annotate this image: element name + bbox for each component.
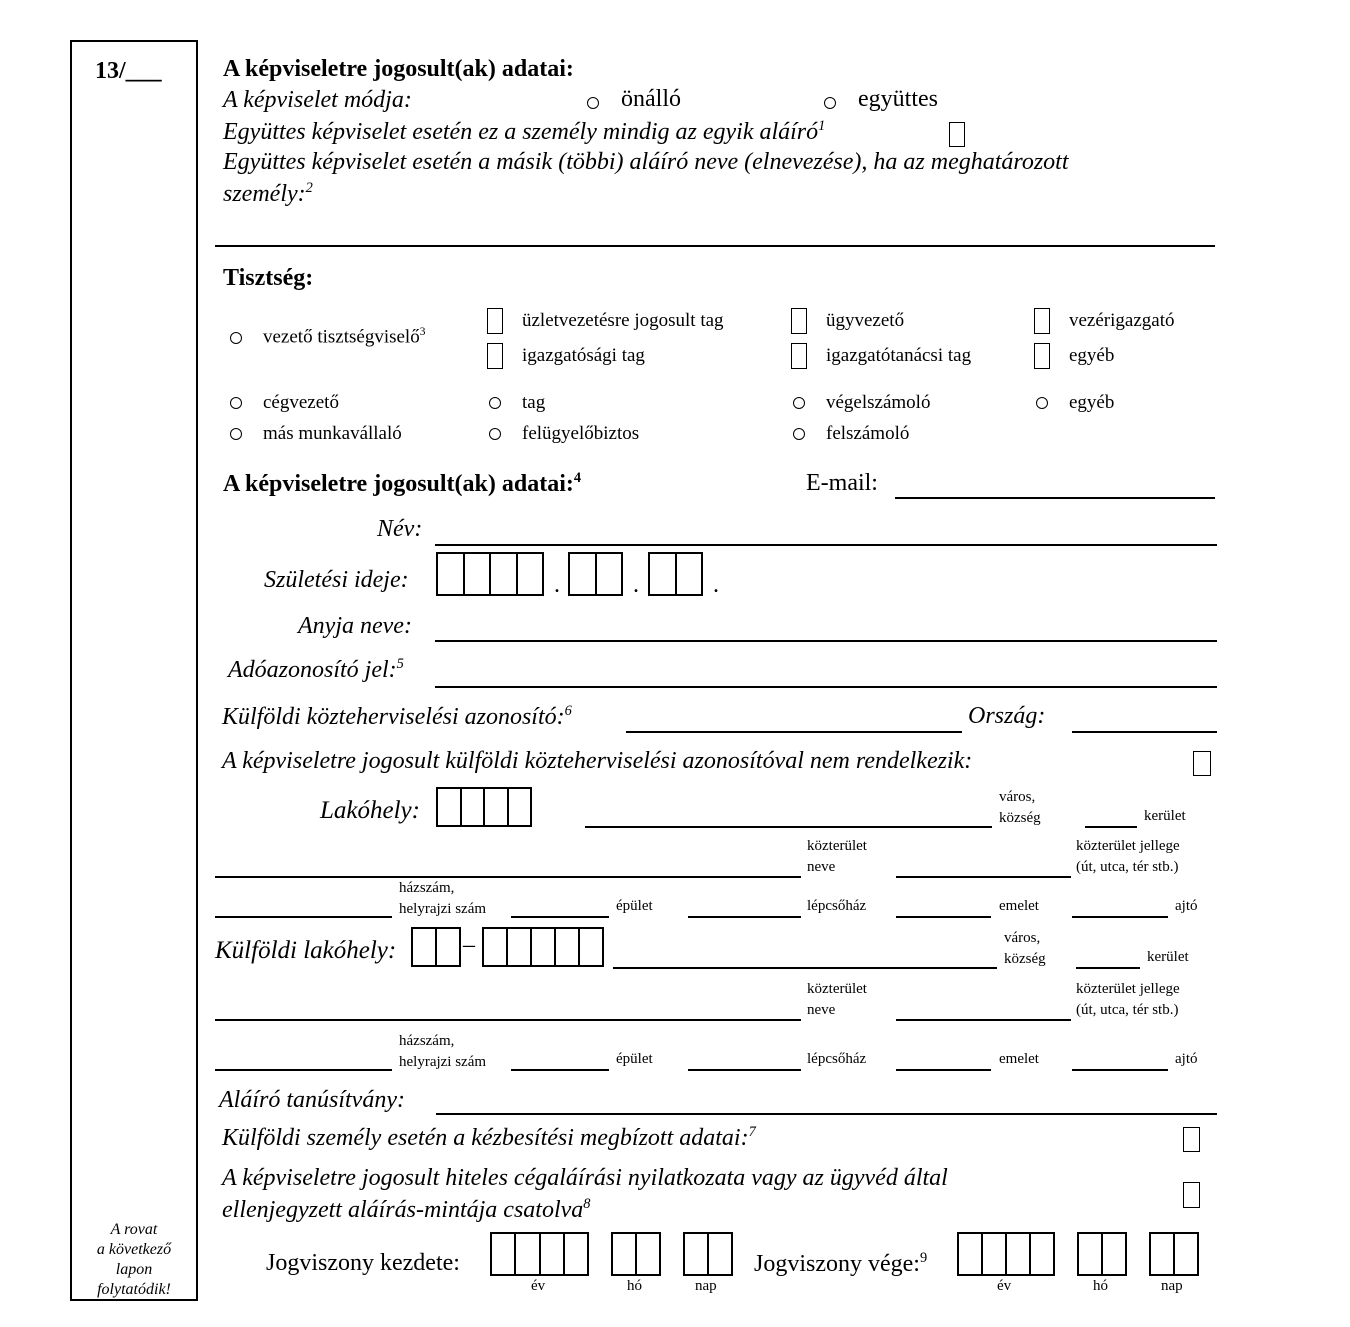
end-month-boxes[interactable] — [1077, 1232, 1127, 1276]
city-label-line: község — [1004, 951, 1046, 967]
joint-other-text: személy: — [223, 181, 306, 207]
door-input-line[interactable] — [1072, 916, 1168, 918]
radio-other-label: egyéb — [1069, 392, 1115, 413]
foreign-staircase-label: lépcsőház — [807, 1051, 867, 1067]
continues-line: lapon — [115, 1261, 153, 1278]
continues-line: A rovat — [110, 1221, 158, 1238]
check-board-member-label: igazgatósági tag — [522, 345, 645, 366]
check-other-label: egyéb — [1069, 345, 1115, 366]
side-column — [70, 40, 198, 1301]
end-month-label: hó — [1093, 1278, 1108, 1294]
start-month-boxes[interactable] — [611, 1232, 661, 1276]
street-name-label-line: neve — [807, 859, 836, 875]
radio-member[interactable] — [489, 397, 501, 409]
footnote-ref: 1 — [818, 118, 826, 134]
staircase-label: lépcsőház — [807, 898, 867, 914]
joint-other-label: Együttes képviselet esetén a másik (többi) aláíró neve (elnevezése), ha az meghatározott — [223, 149, 1069, 175]
start-day-label: nap — [695, 1278, 717, 1294]
foreign-building-label: épület — [616, 1051, 653, 1067]
radio-executive-label — [263, 326, 425, 348]
signing-certificate-label: Aláíró tanúsítvány: — [219, 1087, 405, 1113]
house-number-label-line: helyrajzi szám — [399, 901, 487, 917]
radio-other-employee-label: más munkavállaló — [263, 423, 402, 444]
foreign-tax-id-label — [222, 703, 572, 731]
footnote-ref: 8 — [583, 1196, 591, 1212]
foreign-door-label: ajtó — [1175, 1051, 1198, 1067]
name-label: Név: — [377, 516, 423, 542]
street-name-label-line: neve — [807, 1002, 836, 1018]
check-managing-director-label: ügyvezető — [826, 310, 905, 331]
date-separator: . — [713, 572, 719, 598]
footnote-ref: 5 — [396, 656, 404, 672]
house-number-label-line: helyrajzi szám — [399, 1054, 487, 1070]
check-managing-member-label: üzletvezetésre jogosult tag — [522, 310, 724, 331]
radio-other-employee[interactable] — [230, 428, 242, 440]
foreign-house-number-label — [399, 1031, 486, 1073]
check-managing-director[interactable] — [791, 308, 807, 334]
door-label: ajtó — [1175, 898, 1198, 914]
no-foreign-id-label: A képviseletre jogosult külföldi közteherviselési azonosítóval nem rendelkezik: — [222, 748, 973, 774]
footnote-ref: 3 — [419, 326, 426, 338]
date-separator: . — [554, 572, 560, 598]
start-day-boxes[interactable] — [683, 1232, 733, 1276]
foreign-house-number-input-line[interactable] — [215, 1069, 392, 1071]
end-day-label: nap — [1161, 1278, 1183, 1294]
radio-alone[interactable] — [587, 97, 599, 109]
foreign-staircase-input-line[interactable] — [688, 1069, 801, 1071]
start-year-label: év — [531, 1278, 546, 1294]
continues-note — [72, 1220, 196, 1300]
radio-member-label: tag — [522, 392, 546, 413]
postal-dash: – — [463, 932, 475, 958]
representation-mode-label: A képviselet módja: — [223, 87, 412, 113]
footnote-ref: 2 — [305, 180, 313, 196]
radio-joint[interactable] — [824, 97, 836, 109]
street-type-label-line: (út, utca, tér stb.) — [1076, 1002, 1179, 1018]
radio-executive[interactable] — [230, 332, 242, 344]
foreign-street-type-input-line[interactable] — [896, 1019, 1071, 1021]
person-heading — [223, 470, 581, 498]
foreign-city-label — [1004, 928, 1046, 970]
foreign-tax-id-text: Külföldi közteherviselési azonosító: — [222, 704, 565, 730]
house-number-label-line: házszám, — [399, 1033, 455, 1049]
street-name-label-line: közterület — [807, 838, 867, 854]
end-year-boxes[interactable] — [957, 1232, 1055, 1276]
signature-specimen-checkbox[interactable] — [1183, 1182, 1200, 1208]
signature-specimen-text: ellenjegyzett aláírás-mintája csatolva — [222, 1197, 584, 1223]
city-label — [999, 787, 1041, 829]
continues-line: a következő — [96, 1241, 172, 1258]
foreign-street-type-label — [1076, 979, 1180, 1021]
street-type-label — [1076, 836, 1180, 878]
floor-label: emelet — [999, 898, 1039, 914]
street-type-label-line: közterület jellege — [1076, 838, 1180, 854]
house-number-input-line[interactable] — [215, 916, 392, 918]
person-heading-text: A képviseletre jogosult(ak) adatai: — [223, 471, 574, 497]
check-director-board-member-label: igazgatótanácsi tag — [826, 345, 972, 366]
radio-other[interactable] — [1036, 397, 1048, 409]
house-number-label — [399, 878, 486, 920]
no-foreign-id-checkbox[interactable] — [1193, 751, 1211, 776]
building-input-line[interactable] — [511, 916, 609, 918]
house-number-label-line: házszám, — [399, 880, 455, 896]
foreign-door-input-line[interactable] — [1072, 1069, 1168, 1071]
radio-joint-label: együttes — [858, 86, 938, 112]
section-heading: A képviseletre jogosult(ak) adatai: — [223, 56, 574, 82]
staircase-input-line[interactable] — [688, 916, 801, 918]
radio-liquidator-label: végelszámoló — [826, 392, 931, 413]
radio-receiver-label: felszámoló — [826, 423, 910, 444]
start-month-label: hó — [627, 1278, 642, 1294]
mother-name-label: Anyja neve: — [298, 613, 412, 639]
relationship-start-label: Jogviszony kezdete: — [266, 1250, 460, 1276]
executive-text: vezető tisztségviselő — [263, 326, 420, 348]
birth-day-boxes[interactable] — [648, 552, 703, 596]
tax-id-text: Adóazonosító jel: — [228, 657, 397, 683]
tax-id-label — [228, 656, 404, 684]
radio-receiver[interactable] — [793, 428, 805, 440]
radio-alone-label: önálló — [621, 86, 681, 112]
email-label: E-mail: — [806, 470, 878, 496]
check-other[interactable] — [1034, 343, 1050, 369]
joint-always-label — [223, 118, 825, 146]
signature-specimen-label-2 — [222, 1196, 590, 1224]
foreign-floor-label: emelet — [999, 1051, 1039, 1067]
city-label-line: község — [999, 810, 1041, 826]
floor-input-line[interactable] — [896, 916, 991, 918]
foreign-district-input-line[interactable] — [1076, 967, 1140, 969]
city-label-line: város, — [1004, 930, 1041, 946]
check-ceo-label: vezérigazgató — [1069, 310, 1175, 331]
tax-id-input-line[interactable] — [435, 686, 1217, 688]
footnote-ref: 4 — [573, 470, 582, 486]
mother-name-input-line[interactable] — [435, 640, 1217, 642]
birth-year-boxes[interactable] — [436, 552, 544, 596]
end-day-boxes[interactable] — [1149, 1232, 1199, 1276]
foreign-street-name-label — [807, 979, 867, 1021]
start-year-boxes[interactable] — [490, 1232, 589, 1276]
joint-always-checkbox[interactable] — [949, 122, 965, 147]
radio-company-manager[interactable] — [230, 397, 242, 409]
country-input-line[interactable] — [1072, 731, 1217, 733]
city-label-line: város, — [999, 789, 1036, 805]
foreign-district-label: kerület — [1147, 949, 1189, 965]
country-label: Ország: — [968, 703, 1046, 729]
footnote-ref: 9 — [919, 1250, 928, 1266]
name-input-line[interactable] — [435, 544, 1217, 546]
district-label: kerület — [1144, 808, 1186, 824]
delivery-agent-label — [222, 1124, 756, 1152]
signature-specimen-label: A képviseletre jogosult hiteles cégaláírási nyilatkozata vagy az ügyvéd által — [222, 1165, 948, 1191]
birth-month-boxes[interactable] — [568, 552, 623, 596]
joint-other-label-2 — [223, 180, 313, 208]
radio-liquidator[interactable] — [793, 397, 805, 409]
street-type-input-line[interactable] — [896, 876, 1071, 878]
section-number: 13/___ — [95, 58, 162, 84]
foreign-postal-prefix-boxes[interactable] — [411, 927, 461, 967]
joint-other-input-line[interactable] — [215, 245, 1215, 247]
city-input-line[interactable] — [585, 826, 992, 828]
footnote-ref: 6 — [564, 703, 572, 719]
relationship-end-label — [754, 1250, 927, 1278]
street-name-label — [807, 836, 867, 878]
check-ceo[interactable] — [1034, 308, 1050, 334]
radio-supervisor[interactable] — [489, 428, 501, 440]
street-type-label-line: közterület jellege — [1076, 981, 1180, 997]
district-input-line[interactable] — [1085, 826, 1137, 828]
email-input-line[interactable] — [895, 497, 1215, 499]
date-separator: . — [633, 572, 639, 598]
end-year-label: év — [997, 1278, 1012, 1294]
delivery-agent-text: Külföldi személy esetén a kézbesítési megbízott adatai: — [222, 1125, 749, 1151]
street-name-input-line[interactable] — [215, 876, 801, 878]
delivery-agent-checkbox[interactable] — [1183, 1127, 1200, 1152]
continues-line: folytatódik! — [97, 1281, 171, 1298]
foreign-city-input-line[interactable] — [613, 967, 997, 969]
check-director-board-member[interactable] — [791, 343, 807, 369]
radio-supervisor-label: felügyelőbiztos — [522, 423, 640, 444]
relationship-end-text: Jogviszony vége: — [754, 1251, 920, 1277]
check-board-member[interactable] — [487, 343, 503, 369]
postal-code-boxes[interactable] — [436, 787, 532, 827]
foreign-floor-input-line[interactable] — [896, 1069, 991, 1071]
foreign-tax-id-input-line[interactable] — [626, 731, 962, 733]
signing-certificate-input-line[interactable] — [436, 1113, 1217, 1115]
residence-label: Lakóhely: — [320, 797, 420, 824]
building-label: épület — [616, 898, 653, 914]
street-name-label-line: közterület — [807, 981, 867, 997]
position-heading: Tisztség: — [223, 265, 314, 291]
check-managing-member[interactable] — [487, 308, 503, 334]
birth-date-label: Születési ideje: — [264, 567, 409, 593]
street-type-label-line: (út, utca, tér stb.) — [1076, 859, 1179, 875]
footnote-ref: 7 — [748, 1124, 756, 1140]
joint-always-text: Együttes képviselet esetén ez a személy mindig az egyik aláíró — [223, 119, 819, 145]
foreign-postal-code-boxes[interactable] — [482, 927, 604, 967]
foreign-building-input-line[interactable] — [511, 1069, 609, 1071]
radio-company-manager-label: cégvezető — [263, 392, 339, 413]
foreign-street-name-input-line[interactable] — [215, 1019, 801, 1021]
foreign-residence-label: Külföldi lakóhely: — [215, 937, 397, 964]
